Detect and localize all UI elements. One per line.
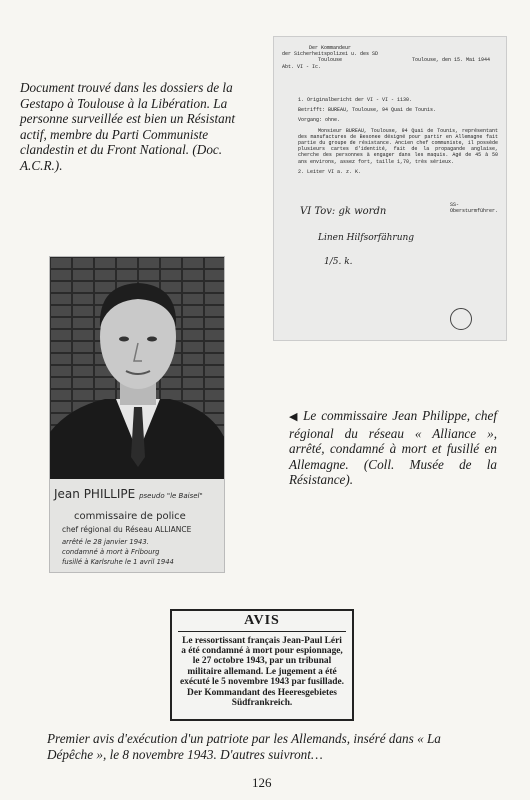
name-plate — [50, 479, 224, 572]
doc-signature-role: SS-Obersturmführer. — [450, 202, 499, 215]
doc-header-line: der Sicherheitspolizei u. des SD — [282, 51, 379, 58]
doc-item2: 2. Leiter VI a. z. K. — [298, 168, 362, 175]
doc-header-line: Toulouse — [317, 57, 342, 64]
plate-line: arrêté le 28 janvier 1943. — [62, 538, 149, 546]
plate-line: commissaire de police — [74, 511, 186, 522]
doc-date: Toulouse, den 15. Mai 1944 — [412, 57, 491, 63]
doc-reference: Abt. VI - Ic. — [282, 64, 322, 70]
plate-line: condamné à mort à Fribourg — [62, 548, 160, 556]
doc-header-line: Der Kommandeur — [308, 45, 351, 51]
doc-paragraph: Monsieur BUREAU, Toulouse, 94 Quai de Tounis, représentant des manufactures de Besonee désigné pour partir en Allemagne fait partie du groupe de résistance. Ancien chef communiste, il possède plusieurs cartes d'identité, fait de la propagande anglaise, cherche des personnes à engager dans les maquis. Agé de 45 à 50 ans environs, assez fort, taille 1,70, très sérieux. — [298, 127, 498, 165]
handwriting-line: VI Tov: gk wordn — [300, 206, 387, 217]
plate-line: chef régional du Réseau ALLIANCE — [62, 525, 192, 534]
avis-body: Le ressortissant français Jean-Paul Léri a été condamné à mort pour espionnage, le 27 octobre 1943, par un tribunal militaire allemand. Le jugement a été exécuté le 5 novembre 1943 par fusillade. — [180, 636, 344, 687]
avis-signature: Der Kommandant des Heeresgebietes Südfrankreich. — [187, 688, 337, 709]
avis-notice — [170, 609, 354, 721]
caption-philippe-text: Le commissaire Jean Philippe, chef régional du réseau « Alliance », arrêté, condamné à mort et fusillé en Allemagne. (Coll. Musée de la Résistance). — [289, 408, 497, 488]
caption-gestapo-document: Document trouvé dans les dossiers de la Gestapo à Toulouse à la Libération. La personne surveillée est bien un Résistant actif, membre du Parti Communiste clandestin et du Front National. (Doc. A.C.R.). — [20, 80, 235, 173]
caption-avis: Premier avis d'exécution d'un patriote par les Allemands, inséré dans « La Dépêche », le 8 novembre 1943. D'autres suivront… — [47, 731, 441, 762]
plate-name: Jean PHILLIPE — [54, 487, 136, 501]
doc-item1: 1. Originalbericht der VI - VI - 1130. — [298, 97, 413, 103]
portrait-image — [50, 257, 224, 479]
avis-title: AVIS — [178, 613, 346, 632]
gestapo-document-image — [274, 37, 506, 340]
doc-vorgang: Vorgang: ohne. — [298, 117, 341, 124]
portrait-photo — [50, 257, 224, 572]
doc-header — [282, 45, 378, 64]
plate-pseudo: pseudo "le Baisel" — [139, 492, 203, 500]
doc-body — [298, 97, 498, 179]
page-number: 126 — [252, 775, 272, 790]
left-triangle-icon: ◀ — [289, 411, 300, 423]
caption-philippe — [289, 408, 497, 488]
doc-betrifft: Betrifft: BUREAU, Toulouse, 94 Quai de Tounis. — [298, 107, 437, 114]
plate-line: fusillé à Karlsruhe le 1 avril 1944 — [62, 558, 174, 566]
archive-stamp-icon — [450, 308, 472, 330]
handwriting-line: 1/5. k. — [324, 257, 353, 267]
handwriting-line: Linen Hilfsorfährung — [318, 233, 415, 243]
plate-name-line — [54, 487, 203, 501]
